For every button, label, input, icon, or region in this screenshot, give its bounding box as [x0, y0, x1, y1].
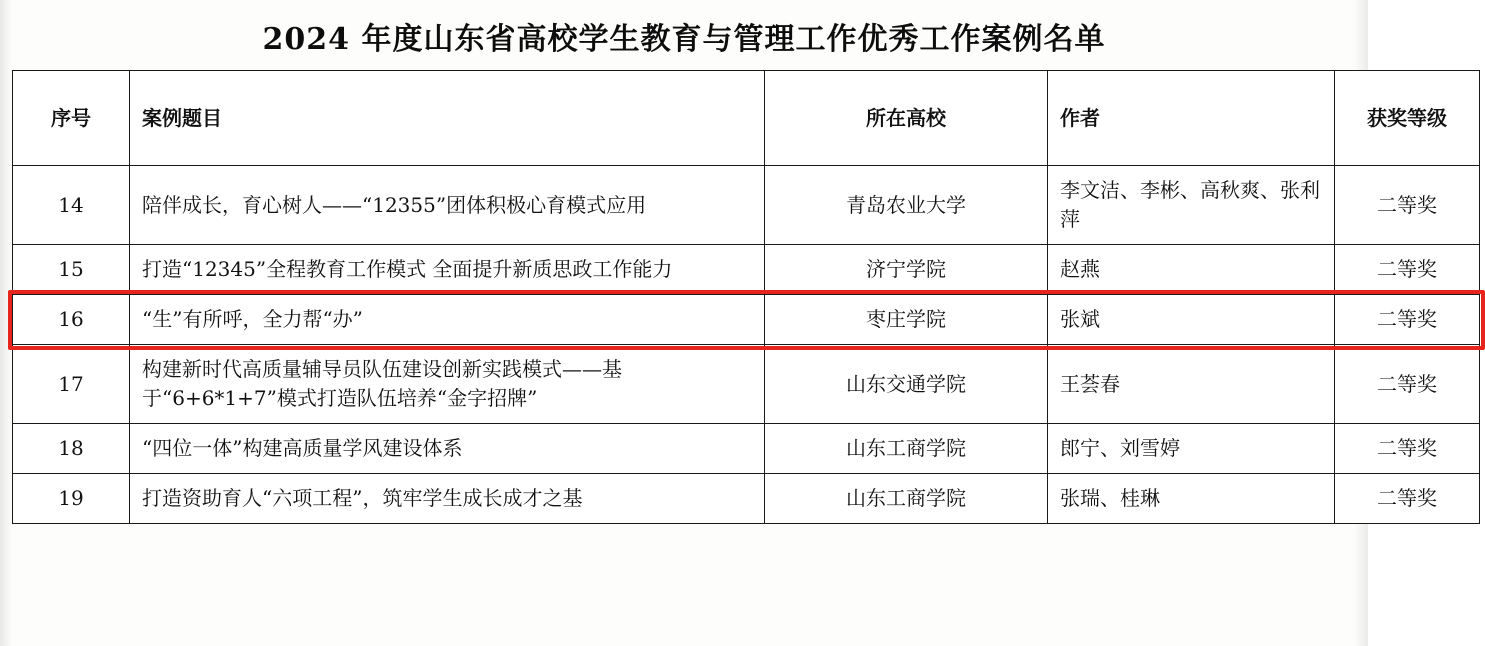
- cell-no: 17: [13, 345, 130, 424]
- column-header-title: 案例题目: [130, 71, 765, 166]
- cell-no: 14: [13, 166, 130, 245]
- cell-author: 张斌: [1048, 295, 1335, 345]
- page-edge-left: [0, 0, 12, 646]
- cell-title: “生”有所呼，全力帮“办”: [130, 295, 765, 345]
- page-title: 2024 年度山东省高校学生教育与管理工作优秀工作案例名单: [262, 22, 1106, 57]
- table-row: [13, 245, 1480, 295]
- award-list-table-container: [12, 70, 1447, 524]
- column-header-university: 所在高校: [765, 71, 1048, 166]
- award-list-table: [12, 70, 1480, 524]
- column-header-award: 获奖等级: [1335, 71, 1480, 166]
- cell-award: 二等奖: [1335, 245, 1480, 295]
- table-header: [13, 71, 1480, 166]
- table-row: [13, 166, 1480, 245]
- cell-title: “四位一体”构建高质量学风建设体系: [130, 424, 765, 474]
- cell-award: 二等奖: [1335, 166, 1480, 245]
- cell-no: 15: [13, 245, 130, 295]
- table-row-highlighted: [13, 295, 1480, 345]
- cell-author: 李文洁、李彬、高秋爽、张利萍: [1048, 166, 1335, 245]
- cell-no: 16: [13, 295, 130, 345]
- table-row: [13, 424, 1480, 474]
- cell-award: 二等奖: [1335, 474, 1480, 524]
- cell-university: 济宁学院: [765, 245, 1048, 295]
- cell-author: 赵燕: [1048, 245, 1335, 295]
- cell-author: 郎宁、刘雪婷: [1048, 424, 1335, 474]
- cell-title: 打造“12345”全程教育工作模式 全面提升新质思政工作能力: [130, 245, 765, 295]
- column-header-author: 作者: [1048, 71, 1335, 166]
- column-header-no: 序号: [13, 71, 130, 166]
- table-row: [13, 345, 1480, 424]
- cell-university: 山东工商学院: [765, 424, 1048, 474]
- cell-no: 19: [13, 474, 130, 524]
- table-row: [13, 474, 1480, 524]
- cell-university: 青岛农业大学: [765, 166, 1048, 245]
- cell-title: 构建新时代高质量辅导员队伍建设创新实践模式——基于“6+6*1+7”模式打造队伍培养“金字招牌”: [130, 345, 765, 424]
- cell-author: 张瑞、桂琳: [1048, 474, 1335, 524]
- cell-university: 山东工商学院: [765, 474, 1048, 524]
- cell-no: 18: [13, 424, 130, 474]
- table-header-row: [13, 71, 1480, 166]
- cell-award: 二等奖: [1335, 424, 1480, 474]
- table-body: [13, 166, 1480, 524]
- cell-university: 枣庄学院: [765, 295, 1048, 345]
- cell-title: 打造资助育人“六项工程”，筑牢学生成长成才之基: [130, 474, 765, 524]
- cell-award: 二等奖: [1335, 295, 1480, 345]
- cell-university: 山东交通学院: [765, 345, 1048, 424]
- cell-author: 王荟春: [1048, 345, 1335, 424]
- cell-title: 陪伴成长，育心树人——“12355”团体积极心育模式应用: [130, 166, 765, 245]
- cell-award: 二等奖: [1335, 345, 1480, 424]
